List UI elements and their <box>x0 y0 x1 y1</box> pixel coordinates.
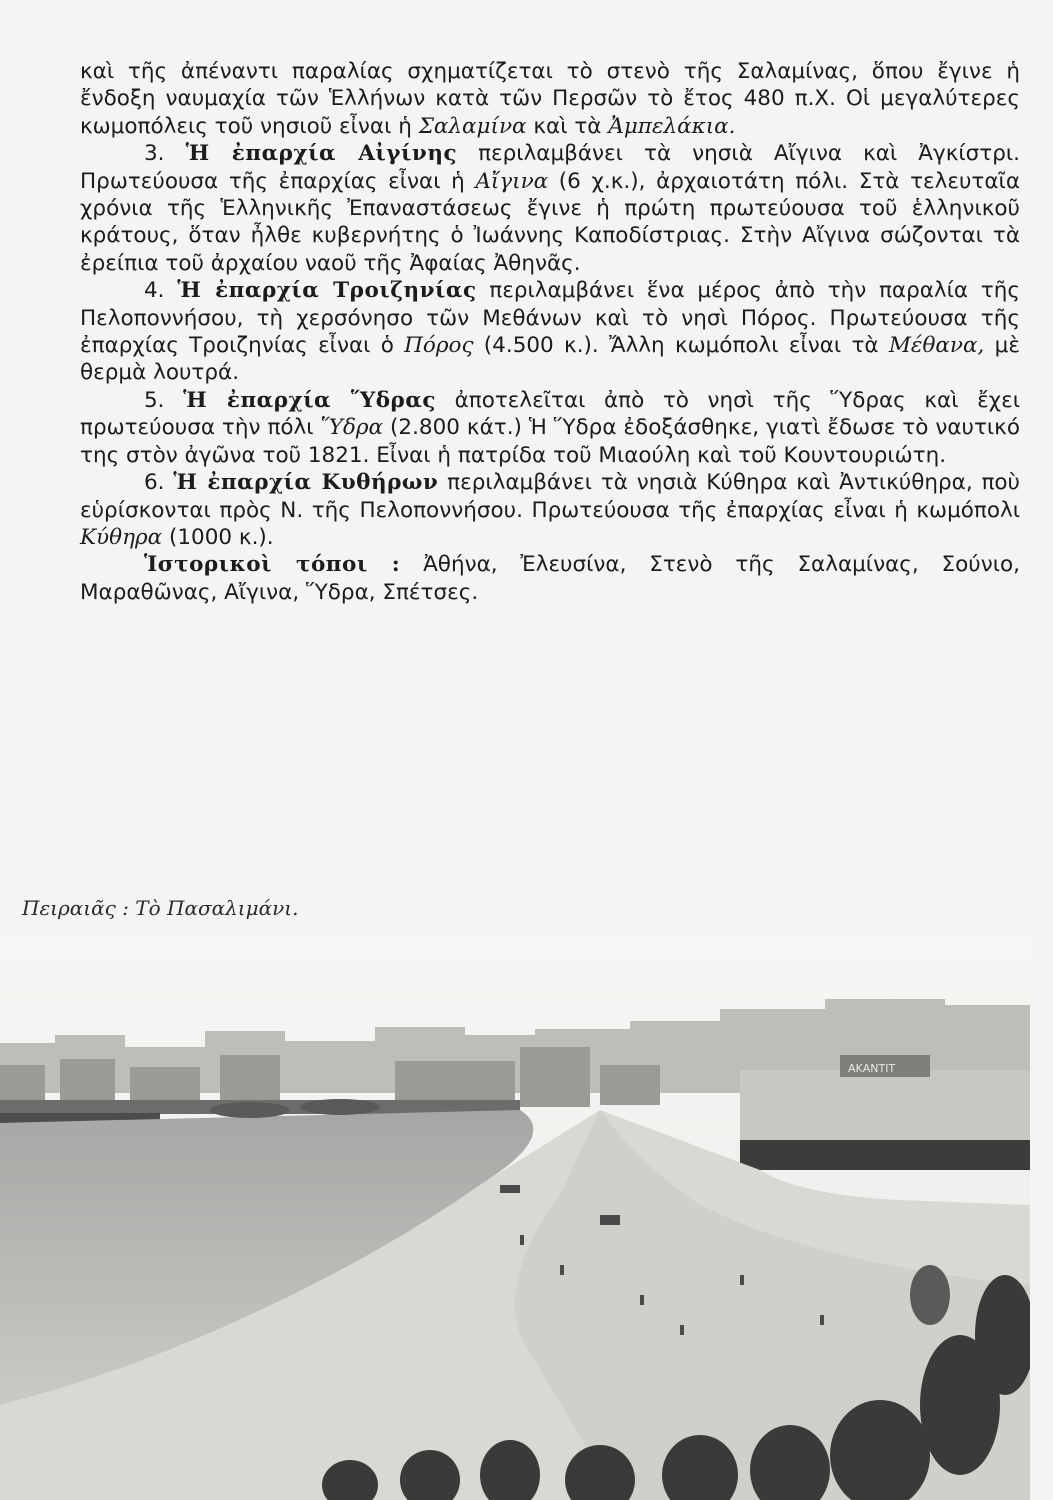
text-run: (4.500 κ.). Ἄλλη κωμόπολι εἶναι τὰ <box>483 333 879 359</box>
item-number: 4. <box>144 278 165 304</box>
paragraph-hydra <box>80 387 1020 469</box>
paragraph-troizinia <box>80 277 1020 387</box>
text-run: μὲ θερμὰ λουτρά. <box>80 333 1020 386</box>
paragraph-historic-places <box>80 551 1020 606</box>
harbor-photo-illustration <box>0 935 1030 1500</box>
text-run: (1000 κ.). <box>168 524 274 550</box>
text-run: (6 χ.κ.), ἀρχαιοτάτη πόλι. Στὰ τελευταῖα χρόνια τῆς Ἑλληνικῆς Ἐπαναστάσεως ἔγινε ἡ πρώτη πρωτεύουσα τοῦ ἑλληνικοῦ κράτους, ὅταν ἦλθε κυβερνήτης ὁ Ἰωάννης Καποδίστριας. Στὴν Αἴγινα σώζονται τὰ ἐρείπια τοῦ ἀρχαίου ναοῦ τῆς Ἀφαίας Ἀθηνᾶς. <box>80 168 1020 276</box>
place-name: Πόρος <box>404 333 474 359</box>
text-run: καὶ τῆς ἀπέναντι παραλίας σχηματίζεται τὸ στενὸ τῆς Σαλαμίνας, ὅπου ἔγινε ἡ ἔνδοξη ναυμαχία τῶν Ἑλλήνων κατὰ τῶν Περσῶν τὸ ἔτος 480 π.Χ. Οἱ μεγαλύτερες κωμοπόλεις τοῦ νησιοῦ εἶναι ἡ <box>80 59 1020 139</box>
building-sign: ΑΚΑΝΤΙΤ <box>848 1062 896 1075</box>
text-run: περιλαμβάνει τὰ νησιὰ Κύθηρα καὶ Ἀντικύθηρα, ποὺ εὑρίσκονται πρὸς Ν. τῆς Πελοποννήσου. Πρωτεύουσα τῆς ἐπαρχίας εἶναι ἡ κωμόπολι <box>80 470 1021 523</box>
place-name: Ἀμπελάκια. <box>608 113 736 139</box>
item-number: 3. <box>144 141 165 167</box>
text-run: Ἀθήνα, Ἐλευσίνα, Στενὸ τῆς Σαλαμίνας, Σούνιο, Μαραθῶνας, Αἴγινα, Ὕδρα, Σπέτσες. <box>80 552 1020 605</box>
item-number: 6. <box>144 470 165 496</box>
section-heading: Ἡ ἐπαρχία Τροιζηνίας <box>177 278 477 304</box>
place-name: Μέθανα, <box>888 333 985 359</box>
text-run: (2.800 κάτ.) Ἡ Ὕδρα ἐδοξάσθηκε, γιατὶ ἔδωσε τὸ ναυτικό της στὸν ἀγῶνα τοῦ 1821. Εἶναι ἡ πατρίδα τοῦ Μιαούλη καὶ τοῦ Κουντουριώτη. <box>80 415 1021 468</box>
text-run: καὶ τὰ <box>533 113 602 139</box>
text-run: περιλαμβάνει ἕνα μέρος ἀπὸ τὴν παραλία τῆς Πελοποννήσου, τὴ χερσόνησο τῶν Μεθάνων καὶ τὸ νησὶ Πόρος. Πρωτεύουσα τῆς ἐπαρχίας Τροιζηνίας εἶναι ὁ <box>80 278 1020 359</box>
paragraph-salamis <box>80 58 1020 140</box>
section-heading: Ἡ ἐπαρχία Ὕδρας <box>183 387 436 413</box>
place-name: Κύθηρα <box>80 524 163 550</box>
paragraph-aegina <box>80 140 1020 277</box>
place-name: Σαλαμίνα <box>418 113 527 139</box>
body-text <box>80 58 1020 606</box>
text-run: περιλαμβάνει τὰ νησιὰ Αἴγινα καὶ Ἀγκίστρι. Πρωτεύουσα τῆς ἐπαρχίας εἶναι ἡ <box>80 141 1020 194</box>
text-run: ἀποτελεῖται ἀπὸ τὸ νησὶ τῆς Ὕδρας καὶ ἔχει πρωτεύουσα τὴν πόλι <box>80 387 1021 441</box>
section-heading: Ἡ ἐπαρχία Κυθήρων <box>173 470 439 496</box>
photo-caption: Πειραιᾶς : Τὸ Πασαλιμάνι. <box>22 896 299 920</box>
section-heading: Ἡ ἐπαρχία Αἰγίνης <box>185 141 458 167</box>
section-heading: Ἱστορικοὶ τόποι : <box>144 552 401 578</box>
harbor-photo <box>0 935 1030 1500</box>
place-name: Ὕδρα <box>320 415 384 441</box>
item-number: 5. <box>144 387 165 413</box>
waterfront-building <box>740 1055 1030 1170</box>
place-name: Αἴγινα <box>475 168 549 194</box>
paragraph-kythira <box>80 469 1020 551</box>
